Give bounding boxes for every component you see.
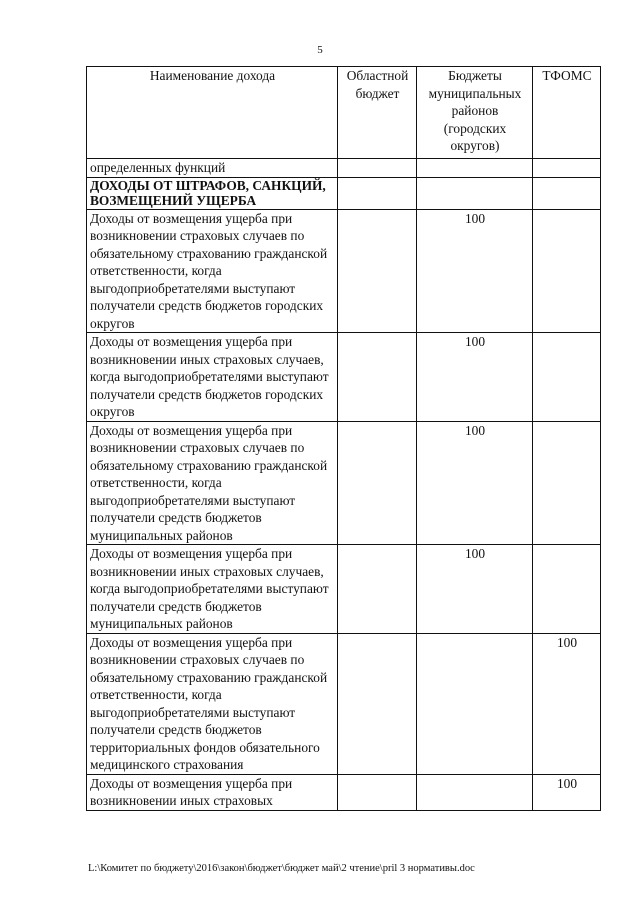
- header-tfoms: ТФОМС: [533, 67, 601, 159]
- table-row: [87, 159, 601, 178]
- row-tfoms: [533, 333, 601, 422]
- row-tfoms: [533, 159, 601, 178]
- table-row: [87, 421, 601, 545]
- row-tfoms: 100: [533, 774, 601, 810]
- row-regional: [338, 159, 417, 178]
- table-row: [87, 209, 601, 333]
- row-tfoms: [533, 421, 601, 545]
- row-regional: [338, 633, 417, 774]
- row-name: Доходы от возмещения ущерба при возникновении иных страховых случаев, когда выгодоприобретателями выступают получатели средств бюджетов муниципальных районов: [87, 545, 338, 634]
- row-tfoms: [533, 545, 601, 634]
- row-regional: [338, 545, 417, 634]
- row-tfoms: [533, 177, 601, 209]
- table-row: [87, 333, 601, 422]
- row-regional: [338, 177, 417, 209]
- table-row: [87, 774, 601, 810]
- row-name: определенных функций: [87, 159, 338, 178]
- row-regional: [338, 209, 417, 333]
- row-municipal: [417, 159, 533, 178]
- revenue-table: [86, 66, 601, 811]
- row-municipal: 100: [417, 545, 533, 634]
- row-name: Доходы от возмещения ущерба при возникновении иных страховых: [87, 774, 338, 810]
- file-path-footer: L:\Комитет по бюджету\2016\закон\бюджет\бюджет май\2 чтение\pril 3 нормативы.doc: [88, 863, 475, 874]
- row-municipal: [417, 177, 533, 209]
- table-header-row: [87, 67, 601, 159]
- row-name: Доходы от возмещения ущерба при возникновении страховых случаев по обязательному страхованию гражданской ответственности, когда выгодоприобретателями выступают получатели средств бюджетов территориальных фондов обязательного медицинского страхования: [87, 633, 338, 774]
- row-regional: [338, 333, 417, 422]
- header-revenue-name: Наименование дохода: [87, 67, 338, 159]
- row-tfoms: 100: [533, 633, 601, 774]
- row-regional: [338, 774, 417, 810]
- table-row: [87, 545, 601, 634]
- row-municipal: [417, 633, 533, 774]
- page-number: 5: [317, 44, 323, 56]
- row-municipal: 100: [417, 333, 533, 422]
- row-municipal: 100: [417, 421, 533, 545]
- row-name: Доходы от возмещения ущерба при возникновении страховых случаев по обязательному страхованию гражданской ответственности, когда выгодоприобретателями выступают получатели средств бюджетов городских округов: [87, 209, 338, 333]
- header-regional-budget: Областной бюджет: [338, 67, 417, 159]
- row-regional: [338, 421, 417, 545]
- row-municipal: [417, 774, 533, 810]
- row-name: Доходы от возмещения ущерба при возникновении страховых случаев по обязательному страхованию гражданской ответственности, когда выгодоприобретателями выступают получатели средств бюджетов муниципальных районов: [87, 421, 338, 545]
- row-name: Доходы от возмещения ущерба при возникновении иных страховых случаев, когда выгодоприобретателями выступают получатели средств бюджетов городских округов: [87, 333, 338, 422]
- table-row-section: [87, 177, 601, 209]
- section-title: ДОХОДЫ ОТ ШТРАФОВ, САНКЦИЙ, ВОЗМЕЩЕНИЙ УЩЕРБА: [87, 177, 338, 209]
- row-tfoms: [533, 209, 601, 333]
- header-municipal-budgets: Бюджеты муниципальных районов (городских округов): [417, 67, 533, 159]
- row-municipal: 100: [417, 209, 533, 333]
- table-row: [87, 633, 601, 774]
